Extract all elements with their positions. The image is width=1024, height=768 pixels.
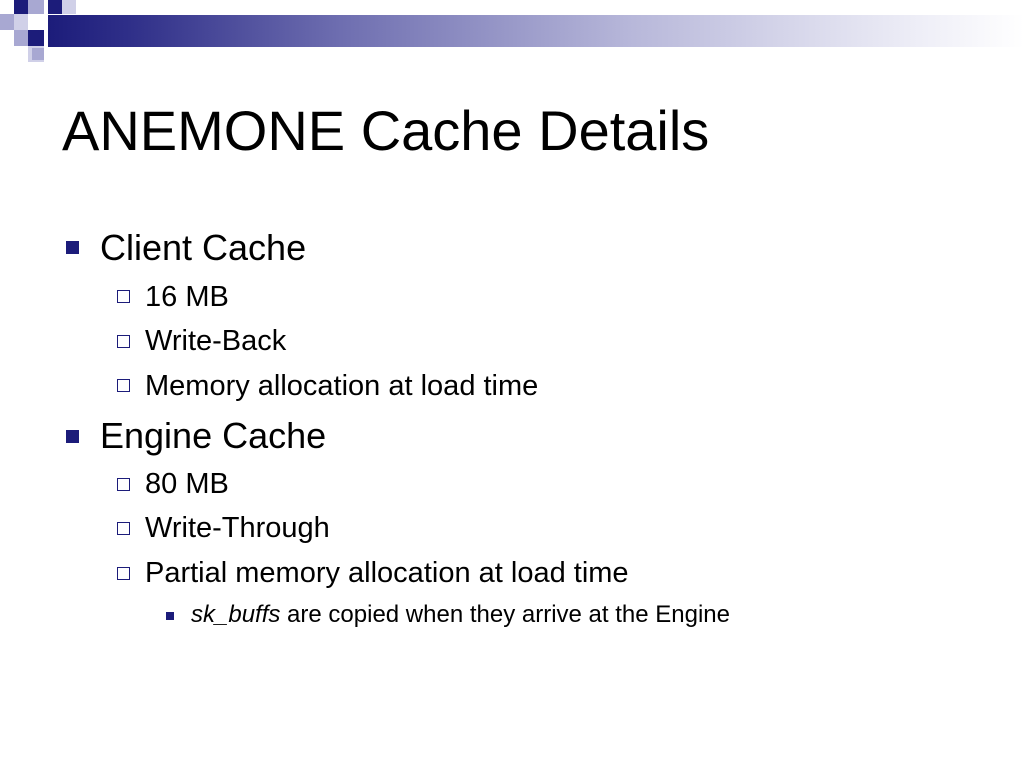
bullet-box-icon: [117, 290, 130, 303]
subbullet-client-allocation: Memory allocation at load time: [145, 370, 539, 402]
slide-title: ANEMONE Cache Details: [62, 99, 710, 162]
bullet-square-icon: [66, 241, 79, 254]
subbullet-engine-size: 80 MB: [145, 468, 229, 500]
subbullet-client-size: 16 MB: [145, 281, 229, 313]
subbullet-engine-allocation: Partial memory allocation at load time: [145, 557, 629, 589]
skbuffs-text: are copied when they arrive at the Engine: [280, 601, 731, 628]
subbullet-client-policy: Write-Back: [145, 325, 287, 357]
subsubbullet-skbuffs: [191, 600, 730, 630]
bullet-box-icon: [117, 478, 130, 491]
bullet-box-icon: [117, 567, 130, 580]
bullet-engine-cache: Engine Cache: [100, 415, 327, 456]
bullet-small-square-icon: [166, 612, 174, 620]
subbullet-engine-policy: Write-Through: [145, 512, 330, 544]
bullet-box-icon: [117, 335, 130, 348]
skbuffs-emphasis: sk_buffs: [191, 601, 281, 628]
bullet-square-icon: [66, 430, 79, 443]
bullet-box-icon: [117, 522, 130, 535]
bullet-box-icon: [117, 379, 130, 392]
bullet-client-cache: Client Cache: [100, 227, 307, 268]
